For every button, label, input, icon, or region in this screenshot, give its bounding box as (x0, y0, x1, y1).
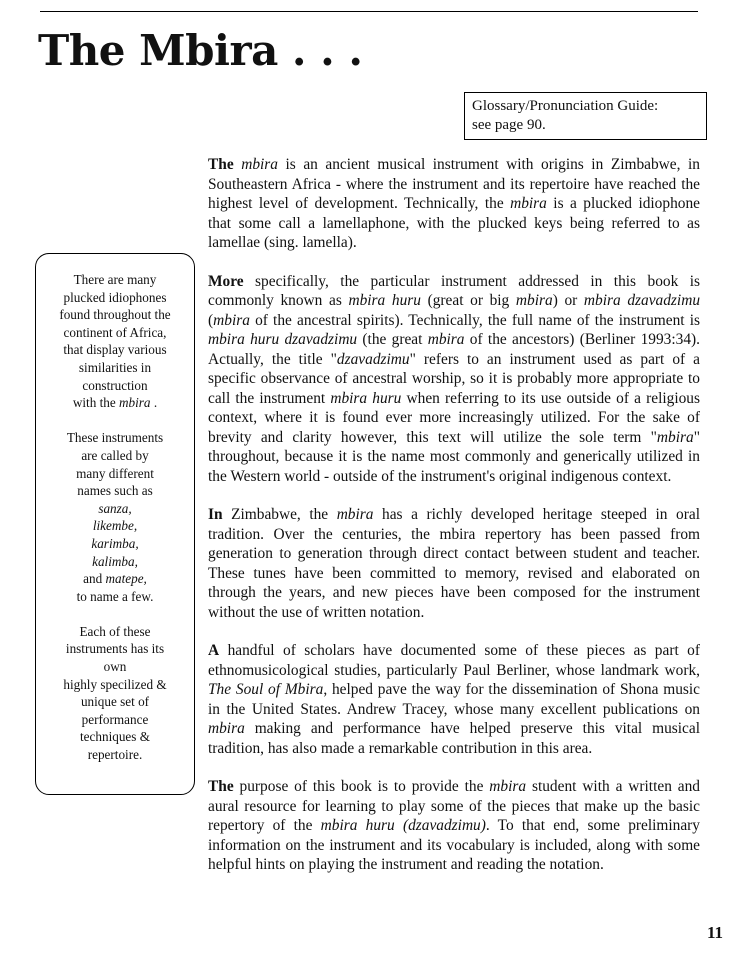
italic-term: mbira huru (348, 292, 421, 309)
italic-term: mbira (515, 292, 553, 309)
italic-term: mbira (489, 778, 527, 795)
sidebar-line: that display various (63, 342, 167, 358)
text-run: ( (208, 311, 214, 329)
sidebar-line: continent of Africa, (63, 324, 167, 340)
sidebar-instrument-name: likembe, (92, 518, 138, 534)
text-run: making and performance have helped preserve this vital musical tradition, has also made a remarkable contribution in this area. (208, 720, 700, 757)
sidebar-line: plucked idiophones (63, 289, 167, 305)
sidebar-line: These instruments (66, 430, 164, 446)
page-number: 11 (706, 923, 723, 942)
italic-term: mbira dzavadzimu (583, 292, 701, 309)
paragraph-lead-word: The (208, 778, 234, 795)
italic-term: mbira (213, 311, 250, 329)
paragraph-lead-word: More (208, 272, 244, 290)
sidebar-callout (35, 253, 195, 795)
sidebar-line: unique set of (80, 694, 150, 710)
italic-term: mbira huru (dzavadzimu) (320, 817, 486, 834)
body-paragraph (208, 505, 700, 622)
sidebar-instrument-name: kalimba, (92, 553, 138, 569)
sidebar-line: performance (81, 711, 149, 727)
paragraph-lead-word: The (208, 156, 234, 173)
text-run: " refers to an instrument used as part of a specific observance of ancestral worship, so it is probably more appropriate to call the instrument (208, 350, 700, 407)
body-paragraph (208, 641, 700, 758)
sidebar-line: to name a few. (76, 588, 154, 604)
sidebar-line: names such as (77, 483, 153, 499)
italic-term: mbira (656, 428, 694, 446)
text-run: is a plucked idiophone that some call a lamellaphone, with the plucked keys being referred to as lamellae (sing. lamella). (208, 195, 700, 251)
glossary-line-2: see page 90. (472, 117, 546, 133)
paragraph-lead-word: A (208, 642, 220, 659)
text-run: has a richly developed heritage steeped in oral tradition. Over the centuries, the mbira repertory has been passed from generation to generation through direct contact between student and teacher. These tunes have been committed to memory, revised and elaborated on through the years, and new pieces have been composed for the instrument without the use of written notation. (208, 506, 700, 621)
italic-term: mbira (510, 195, 547, 212)
sidebar-line: repertoire. (87, 747, 143, 763)
body-paragraph (208, 777, 700, 875)
text-run: , helped pave the way for the dissemination of Shona music in the United States. Andrew Tracey, whose many excellent publications on (208, 681, 700, 718)
text-run: of the ancestral spirits). Technically, the full name of the instrument is (249, 311, 700, 329)
italic-term: mbira huru (330, 389, 402, 407)
sidebar-line: instruments has its (65, 641, 165, 657)
top-rule (40, 11, 698, 12)
page-title: The Mbira . . . (38, 26, 363, 75)
italic-term: mbira (241, 156, 278, 173)
sidebar-line: similarities in (78, 359, 152, 375)
sidebar-term: mbira (119, 395, 151, 411)
sidebar-line: many different (76, 465, 154, 481)
italic-term: mbira (208, 720, 245, 737)
glossary-line-1: Glossary/Pronunciation Guide: (472, 98, 659, 114)
text-run: . To that end, some preliminary information on the instrument and its vocabulary is included, along with some helpful hints on playing the instrument and reading the notation. (208, 817, 700, 873)
body-paragraph (208, 155, 700, 253)
text-run: of the ancestors) (Berliner 1993:34). Actually, the title " (208, 331, 700, 368)
sidebar-line: own (103, 659, 127, 675)
text-run: is an ancient musical instrument with origins in Zimbabwe, in Southeastern Africa - where the instrument and its repertoire have reached the highest level of development. Technically, the (208, 156, 700, 212)
sidebar-instrument-name: sanza, (98, 500, 132, 516)
sidebar-line: techniques & (80, 729, 150, 745)
sidebar-line (36, 570, 194, 588)
text-run: handful of scholars have documented some of these pieces as part of ethnomusicological studies, particularly Paul Berliner, whose landmark work, (208, 642, 700, 679)
italic-term: mbira (336, 506, 374, 523)
text-run: specifically, the particular instrument addressed in this book is commonly known as (208, 272, 700, 309)
glossary-box (464, 92, 707, 140)
body-paragraph (208, 272, 700, 487)
sidebar-line: highly specilized & (63, 676, 167, 692)
sidebar-line: Each of these (79, 623, 151, 639)
sidebar-line: construction (82, 377, 148, 393)
text-run: (the great (357, 331, 428, 348)
italic-term: The Soul of Mbira (208, 681, 324, 698)
sidebar-instrument-name: matepe, (105, 571, 147, 587)
text-run: student with a written and aural resource for learning to play some of the pieces that make up the basic repertory of the (208, 778, 700, 834)
text-run: ) or (552, 292, 584, 309)
sidebar-text: . (150, 395, 158, 411)
sidebar-instrument-name: karimba, (91, 535, 139, 551)
text-run: when referring to its use outside of a religious context, where it is found ever more increasingly utilized. For the sake of brevity and clarity however, this text will utilize the sole term " (208, 389, 700, 446)
sidebar-text: and (83, 571, 106, 587)
text-run: (great or big (420, 292, 516, 309)
italic-term: mbira (427, 331, 465, 348)
sidebar-line (36, 394, 194, 412)
sidebar-line: are called by (81, 447, 149, 463)
italic-term: dzavadzimu (336, 350, 410, 368)
text-run: Zimbabwe, the (222, 506, 337, 523)
italic-term: mbira huru dzavadzimu (208, 331, 358, 348)
sidebar-line: found throughout the (59, 307, 171, 323)
text-run: " throughout, because it is the name most commonly and generically utilized in the Western world - outside of the instrument's original indigenous context. (208, 428, 700, 485)
sidebar-text: with the (72, 395, 120, 411)
main-text-column (208, 155, 700, 875)
paragraph-lead-word: In (208, 506, 223, 523)
text-run: purpose of this book is to provide the (233, 778, 490, 795)
sidebar-line: There are many (73, 272, 157, 287)
